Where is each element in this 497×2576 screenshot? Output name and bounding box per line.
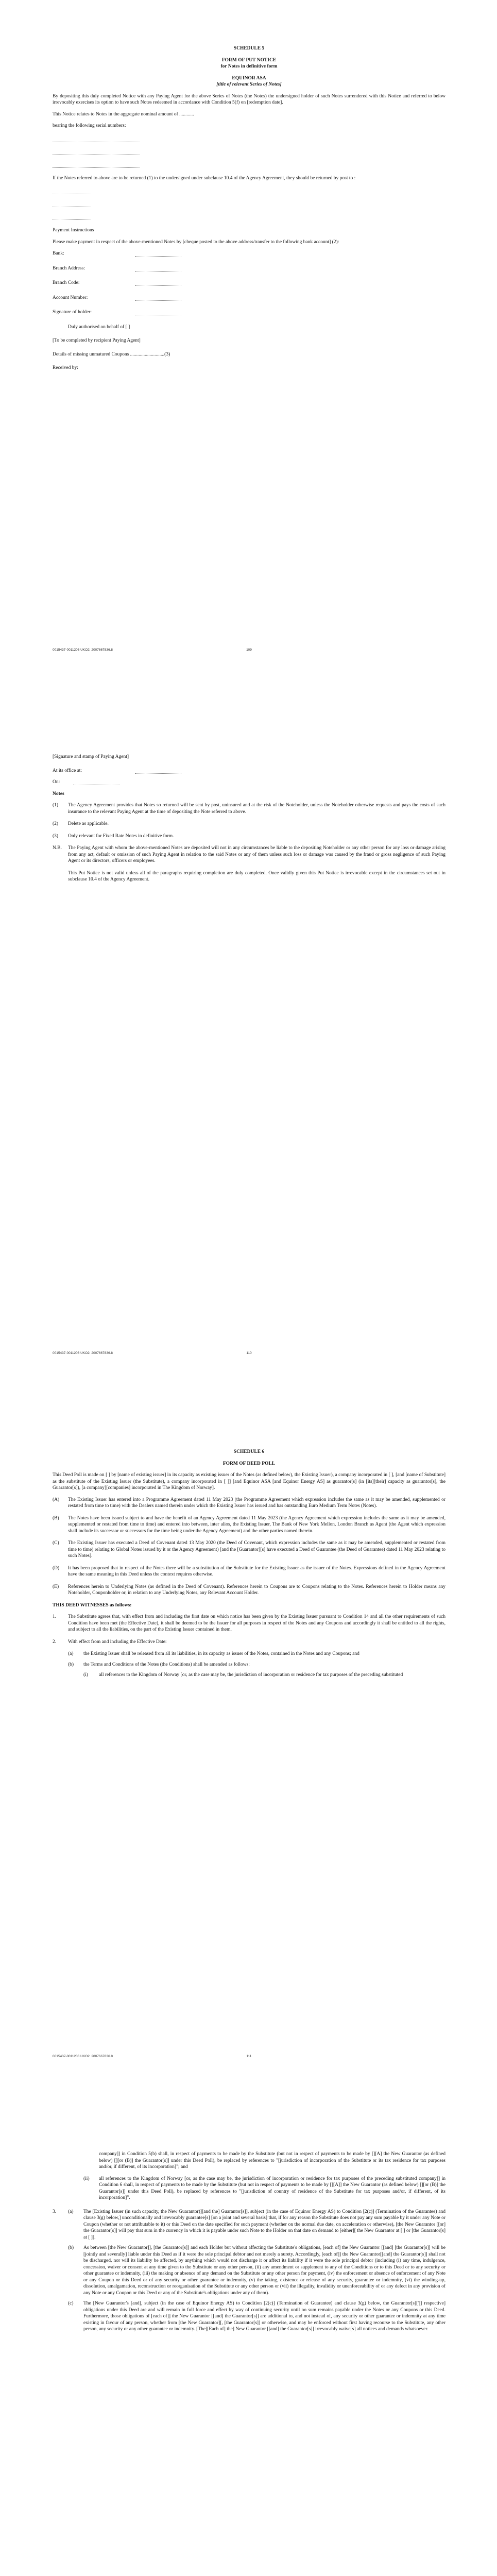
- payment-paragraph: Please make payment in respect of the above-mentioned Notes by [cheque posted to the above address/transfer to the following bank account] (2):: [53, 239, 339, 245]
- page-112: [0, 2110, 497, 2576]
- recital-item: (C) The Existing Issuer has executed a Deed of Covenant dated 13 May 2020 (the Deed of Covenant, which expression includes the same as it may be amended, supplemented or restated from time to time) relating to Global Notes issued by it or the Agency Agreement) [and the [Guarantor][s] have executed a Deed of Guarantee (the Deed of Guarantee) dated 11 May 2023 relating to such Notes].: [53, 1540, 445, 1558]
- at-office-field[interactable]: At its office at:: [53, 768, 445, 774]
- account-number-field[interactable]: Account Number:: [53, 295, 445, 301]
- deed-poll-continued: [53, 2151, 445, 2343]
- witnesses-heading: THIS DEED WITNESSES as follows:: [53, 1602, 132, 1608]
- footer-ref: 0015437-0011206 UKO2: 2007667836.8: [53, 1351, 113, 1355]
- clause-3c: (c) The [New Guarantor's [and], subject (in the case of Equinor Energy AS) to Condition [2(c)] (Termination of Guarantee) and clause 3(g) below, the Guarantor[s][']] respective] obligations under this Deed are and will remain in full force and effect by way of continuing security until no sum remains payable under the Notes or any Coupons or this Deed. Furthermore, those obligations of [each of]] the New Guarantor [[and] the Guarantor[s]] are additional to, and not instead of, any security or other guarantee or indemnity at any time existing in favour of any person, whether from [the New Guarantor][, [the Guarantor[s]] or otherwise, and may be enforced without first having recourse to the Substitute, any other person, any security or any other guarantee or indemnity. [The][Each of] the] New Guarantor [[and] the Guarantor[s]] irrevocably waive[s] all notices and demands whatsoever.: [68, 2301, 445, 2332]
- serial-numbers-label: bearing the following serial numbers:: [53, 123, 126, 128]
- issuer-name: EQUINOR ASA: [232, 75, 266, 81]
- form-title: FORM OF PUT NOTICE: [221, 57, 277, 63]
- authorised-line: Duly authorised on behalf of [ ]: [68, 324, 130, 330]
- branch-code-field[interactable]: Branch Code:: [53, 280, 445, 286]
- note-item: This Put Notice is not valid unless all of the paragraphs requiring completion are duly completed. Once validly given this Put Notice is irrevocable except in the circumstances set out in subclause 10.4 of the Agency Agreement.: [68, 870, 445, 882]
- page-number: 110: [246, 1351, 252, 1355]
- signature-stamp-label: [Signature and stamp of Paying Agent]: [53, 754, 129, 759]
- recipient-note: [To be completed by recipient Paying Agent]: [53, 338, 141, 343]
- on-date-field[interactable]: On:: [53, 779, 445, 786]
- footer-ref: 0015437-0011206 UKO2: 2007667836.8: [53, 2055, 113, 2058]
- deed-intro: This Deed Poll is made on [ ] by [name of existing issuer] in its capacity as existing issuer of the Notes (as defined below), the Existing Issuer), a company incorporated in [ ], [and [name of Substitute] as the substitute of the Existing Issuer (the Substitute), a company incorporated in [ ]] [and Equinor ASA [and Equinor Energy AS] as guarantor[s] (in [its][their] capacity as guarantor[s], the Guarantor[s]), [a company][companies] incorporated in The Kingdom of Norway].: [53, 1472, 445, 1490]
- page-109: [0, 0, 497, 703]
- payment-instructions-heading: Payment Instructions: [53, 228, 94, 233]
- note-item: (1) The Agency Agreement provides that Notes so returned will be sent by post, uninsured and at the risk of the Noteholder, unless the Noteholder otherwise requests and pays the costs of such insurance to the relevant Paying Agent at the time of depositing the Note referred to above.: [53, 803, 445, 815]
- recital-item: (E) References herein to Underlying Notes (as defined in the Deed of Covenant). References herein to Coupons are to Coupons relating to the Notes. References herein to Holder means any Noteholder, Couponholder or, in relation to any Underlying Notes, any Relevant Account Holder.: [53, 1584, 445, 1596]
- page-number: 109: [246, 648, 252, 652]
- page-110: [0, 703, 497, 1406]
- serial-number-line[interactable]: [53, 162, 140, 168]
- serial-number-line[interactable]: [53, 149, 140, 155]
- note-item: N.B. The Paying Agent with whom the above-mentioned Notes are deposited will not in any circumstances be liable to the depositing Noteholder or any other person for any loss or damage arising from any act, default or omission of such Paying Agent in relation to the said Notes or any of them unless such loss or damage was caused by the fraud or gross negligence of such Paying Agent or its directors, officers or employees.: [53, 845, 445, 863]
- note-item: (3) Only relevant for Fixed Rate Notes in definitive form.: [53, 833, 174, 839]
- page-number: 111: [246, 2055, 252, 2058]
- notes-heading: Notes: [53, 791, 64, 796]
- return-address-line[interactable]: [53, 214, 91, 220]
- issue-title: [title of relevant Series of Notes]: [216, 82, 282, 87]
- note-item: (2) Delete as applicable.: [53, 821, 109, 826]
- branch-address-field[interactable]: Branch Address:: [53, 265, 445, 272]
- signature-field[interactable]: Signature of holder:: [53, 309, 445, 316]
- bank-field[interactable]: Bank:: [53, 250, 445, 257]
- return-address-line[interactable]: [53, 201, 91, 207]
- received-by-label: Received by:: [53, 365, 78, 370]
- put-notice-notes: [53, 754, 445, 889]
- footer-ref: 0015437-0011206 UKO2: 2007667836.8: [53, 648, 113, 652]
- nominal-amount-paragraph: This Notice relates to Notes in the aggregate nominal amount of ............: [53, 111, 194, 117]
- schedule-title: SCHEDULE 5: [233, 46, 265, 51]
- clause-2a: (a) the Existing Issuer shall be released from all its liabilities, in its capacity as issuer of the Notes, contained in the Notes and any Coupons; and: [68, 1651, 359, 1656]
- missing-coupons-line: Details of missing unmatured Coupons ............................(3): [53, 351, 170, 357]
- recital-item: (B) The Notes have been issued subject to and have the benefit of an Agency Agreement dated 11 May 2023 (the Agency Agreement which expression includes the same as it may be amended, supplemented or restated from time to time) and entered into between, inter alios, the Existing Issuer, The Bank of New York Mellon, London Branch as Agent (the Agent which expression shall include its successor or successors for the time being under the Agency Agreement) and the other parties named therein.: [53, 1515, 445, 1534]
- page-111: [0, 1406, 497, 2110]
- form-subtitle: for Notes in definitive form: [220, 64, 278, 69]
- serial-number-line[interactable]: [53, 137, 140, 142]
- put-notice-body: [53, 45, 445, 371]
- clause-2b-i: (i) all references to the Kingdom of Norway [or, as the case may be, the jurisdiction of incorporation or residence for tax purposes of the preceding substituted: [83, 1672, 403, 1677]
- recital-item: (A) The Existing Issuer has entered into a Programme Agreement dated 11 May 2023 (the Programme Agreement which expression includes the same as it may be amended, supplemented or restated from time to time) with the Dealers named therein under which the Existing Issuer has issued and has outstanding Euro Medium Term Notes (Notes).: [53, 1497, 445, 1509]
- deed-poll-body: [53, 1449, 445, 1683]
- return-address-line[interactable]: [53, 189, 91, 194]
- clause-3a: (a) The [Existing Issuer (in such capacity, the New Guarantor)][and the] Guarantor[s]], subject (in the case of Equinor Energy AS) to Condition [2(c)] (Termination of the Guarantee) and clause 3(g) below,] unconditionally and irrevocably guarantee[s] [on a joint and several basis] that, if for any reason the Substitute does not pay any sum payable by it under any Note or Coupon (whether or not attributable to it) or this Deed on the date specified for such payment (whether on the normal due date, on acceleration or otherwise), [the New Guarantor [[or] the Guarantor[s]] will pay that sum in the currency in which it is payable under such Note to the Holder on that date on demand to [either][ the New Guarantor at [ ] or [the Guarantor[s] at [ ]].: [68, 2209, 445, 2240]
- clause-1: 1. The Substitute agrees that, with effect from and including the first date on which notice has been given by the Existing Issuer pursuant to Condition 14 and all the other requirements of such Condition have been met (the Effective Date), it shall be deemed to be the Issuer for all purposes in respect of the Notes and any Coupons and accordingly it shall be entitled to all the rights, and subject to all the liabilities, on the part of the Existing Issuer contained in them.: [53, 1614, 445, 1632]
- clause-3b: (b) As between [the New Guarantor]], [the Guarantor[s]] and each Holder but without affecting the Substitute's obligations, [each of] the New Guarantor [[and] [the Guarantor[s]] will be [jointly and severally] liable under this Deed as if it were the sole principal debtor and not merely a surety. Accordingly, [each of]] the New Guarantor[[and] the Guarantor[s]] shall not be discharged, nor will its liability be affected, by anything which would not discharge it or affect its liability if it were the sole principal debtor (including (i) any time, indulgence, concession, waiver or consent at any time given to the Substitute or any other person, (ii) any amendment or supplement to any of the Conditions or to this Deed or to any security or other guarantee or indemnity, (iii) the making or absence of any demand on the Substitute or any other person for payment, (iv) the enforcement or absence of enforcement of any Note or any Coupon or this Deed or of any security or other guarantee or indemnity, (v) the taking, existence or release of any security, guarantee or indemnity, (vi) the winding-up, dissolution, amalgamation, reconstruction or reorganisation of the Substitute or any other person or (vii) the illegality, invalidity or unenforceability of or any defect in any provision of any Note or any Coupon or this Deed or any of the Substitute's obligations under any of them).: [68, 2245, 445, 2296]
- clause-2b: (b) the Terms and Conditions of the Notes (the Conditions) shall be amended as follows:: [68, 1662, 250, 1667]
- clause-2b-i-continued: company]] in Condition 5(b) shall, in respect of payments to be made by the Substitute (but not in respect of payments to be made by [][A] the New Guarantor (as defined below) [][or (B)] the Guarantor[s]] under this Deed Poll), be replaced by references to "[jurisdiction of incorporation of the Substitute or its tax residence for tax purposes and/or, if different, of its incorporation]"; and: [99, 2151, 445, 2170]
- clause-2b-ii: (ii) all references to the Kingdom of Norway [or, as the case may be, the jurisdiction of incorporation or residence for tax purposes of the preceding substituted company]] in Condition 6 shall, in respect of payments to be made by the Substitute (but not in respect of payments to be made by [][A]] the New Guarantor (as defined below) [][or (B)] the Guarantor[s]] under this Deed Poll), be replaced by references to "[jurisdiction of country of residence of the Substitute for tax purposes and/or, if different, of its incorporation]".: [83, 2176, 445, 2200]
- deed-title: FORM OF DEED POLL: [222, 1461, 276, 1466]
- recital-item: (D) It has been proposed that in respect of the Notes there will be a substitution of the Substitute for the Existing Issuer as the issuer of the Notes. Expressions defined in the Agency Agreement have the same meaning in this Deed unless the context requires otherwise.: [53, 1565, 445, 1577]
- schedule-title: SCHEDULE 6: [233, 1449, 265, 1454]
- deposit-paragraph: By depositing this duly completed Notice with any Paying Agent for the above Series of Notes (the Notes) the undersigned holder of such Notes surrendered with this Notice and referred to below irrevocably exercises its option to have such Notes redeemed in accordance with Condition 5(f) on [redemption date].: [53, 93, 445, 105]
- clause-3: 3. (a) The [Existing Issuer (in such capacity, the New Guarantor)][and the] Guarantor[s]], subject (in the case of Equinor Energy AS) to Condition [2(c)] (Termination of the Guarantee) and clause 3(g) below,] unconditionally and irrevocably guarantee[s] [on a joint and several basis] that, if for any reason the Substitute does not pay any sum payable by it under any Note or Coupon (whether or not attributable to it) or this Deed on the date specified for such payment (whether on the normal due date, on acceleration or otherwise), [the New Guarantor [[or] the Guarantor[s]] will pay that sum in the currency in which it is payable under such Note to the Holder on that date on demand to [either][ the New Guarantor at [ ] or [the Guarantor[s] at [ ]]. (b) As between [the New Guarantor]], [the Guarantor[s]] and each Holder but without affecting the Substitute's obligations, [each of] the New Guarantor [[and] [the Guarantor[s]] will be [jointly and severally] liable under this Deed as if it were the sole principal debtor and not merely a surety. Accordingly, [each of]] the New Guarantor[[and] the Guarantor[s]] shall not be discharged, nor will its liability be affected, by anything which would not discharge it or affect its liability if it were the sole principal debtor (including (i) any time, indulgence, concession, waiver or consent at any time given to the Substitute or any other person, (ii) any amendment or supplement to any of the Conditions or to this Deed or to any security or other guarantee or indemnity, (iii) the making or absence of any demand on the Substitute or any other person for payment, (iv) the enforcement or absence of enforcement of any Note or any Coupon or this Deed or of any security or other guarantee or indemnity, (v) the taking, existence or release of any security, guarantee or indemnity, (vi) the winding-up, dissolution, amalgamation, reconstruction or reorganisation of the Substitute or any other person or (vii) the illegality, invalidity or unenforceability of or any defect in any provision of any Note or any Coupon or this Deed or any of the Substitute's obligations under any of them). (c) The [New Guarantor's [and], subject (in the case of Equinor Energy AS) to Condition [2(c)] (Termination of Guarantee) and clause 3(g) below, the Guarantor[s][']] respective] obligations under this Deed are and will remain in full force and effect by way of continuing security until no sum remains payable under the Notes or any Coupons or this Deed. Furthermore, those obligations of [each of]] the New Guarantor [[and] the Guarantor[s]] are additional to, and not instead of, any security or other guarantee or indemnity at any time existing in favour of any person, whether from [the New Guarantor][, [the Guarantor[s]] or otherwise, and may be enforced without first having recourse to the Substitute, any other person, any security or any other guarantee or indemnity. [The][Each of] the] New Guarantor [[and] the Guarantor[s]] irrevocably waive[s] all notices and demands whatsoever.: [53, 2209, 445, 2332]
- return-notes-paragraph: If the Notes referred to above are to be returned (1) to the undersigned under subclause 10.4 of the Agency Agreement, they should be returned by post to :: [53, 175, 356, 181]
- clause-2: 2. With effect from and including the Effective Date:: [53, 1639, 167, 1645]
